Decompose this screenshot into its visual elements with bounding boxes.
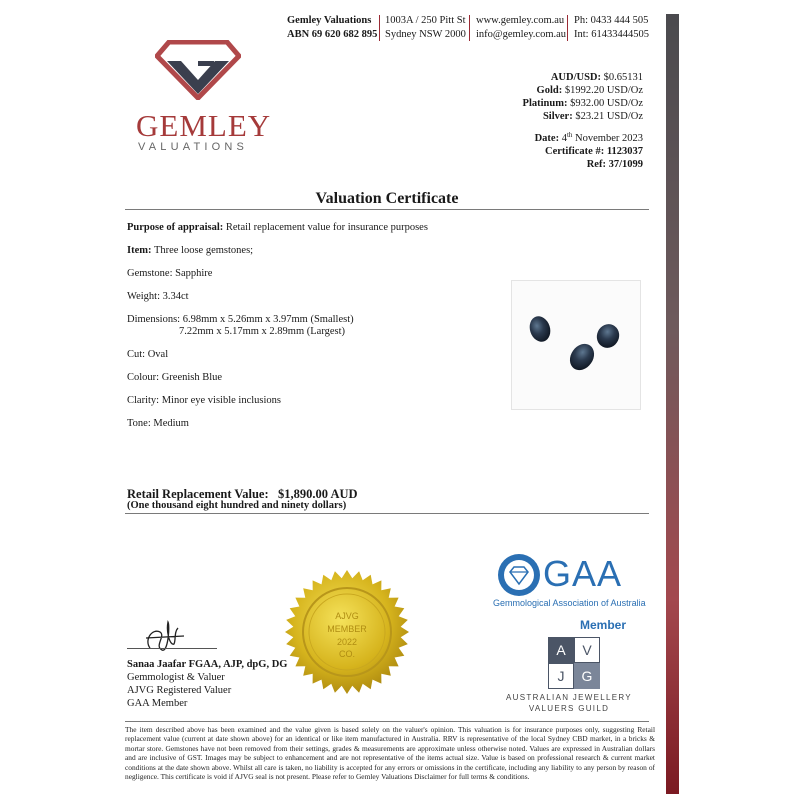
aud-usd-rate: AUD/USD: $0.65131 xyxy=(550,72,643,83)
retail-value: Retail Replacement Value: $1,890.00 AUD xyxy=(127,487,358,501)
dimensions-line-2: 7.22mm x 5.17mm x 2.89mm (Largest) xyxy=(179,326,346,337)
seal-text: CO. xyxy=(338,649,356,659)
sapphire-stone xyxy=(526,314,553,345)
sapphire-stone xyxy=(565,339,599,375)
value-divider xyxy=(125,513,649,514)
seal-text: 2022 xyxy=(336,637,358,647)
sapphire-stones-image xyxy=(512,281,640,409)
signature-line xyxy=(127,648,217,649)
signer-role: AJVG Registered Valuer xyxy=(127,685,232,696)
signer-name: Sanaa Jaafar FGAA, AJP, dpG, DG xyxy=(127,659,288,670)
gaa-full-name: Gemmological Association of Australia xyxy=(493,598,646,608)
intl-phone-number: Int: 61433444505 xyxy=(574,29,649,40)
metal-rates xyxy=(523,71,643,123)
header-phone-block xyxy=(574,14,649,42)
address-line-1: 1003A / 250 Pitt St xyxy=(385,15,466,26)
tone-line: Tone: Medium xyxy=(127,418,189,429)
seal-text: AJVG xyxy=(335,611,359,621)
ajvg-name: AUSTRALIAN JEWELLERY VALUERS GUILD xyxy=(506,693,632,713)
retail-value-words: (One thousand eight hundred and ninety dollars) xyxy=(127,500,347,511)
seal-text: MEMBER xyxy=(327,624,367,634)
signer-block xyxy=(127,658,287,710)
gemley-diamond-logo-icon xyxy=(155,40,241,100)
website-link[interactable]: www.gemley.com.au xyxy=(476,15,565,26)
gold-rate: Gold: $1992.20 USD/Oz xyxy=(536,85,643,96)
header-company-block xyxy=(287,14,377,42)
decorative-side-bar xyxy=(666,14,679,794)
purpose-line: Purpose of appraisal: Retail replacement value for insurance purposes xyxy=(127,222,428,233)
disclaimer-divider xyxy=(125,721,649,722)
colour-line: Colour: Greenish Blue xyxy=(127,372,223,383)
gaa-wordmark: GAA xyxy=(543,553,623,594)
dimensions-line-1: Dimensions: 6.98mm x 5.26mm x 3.97mm (Smallest) xyxy=(127,314,354,325)
weight-line: Weight: 3.34ct xyxy=(127,291,189,302)
company-abn: ABN 69 620 682 895 xyxy=(287,29,378,40)
ajvg-gold-seal-icon xyxy=(284,569,410,695)
disclaimer-text: The item described above has been examined and the value given is based solely on the valuer's opinion. This valuation is for insurance purposes only, suggesting Retail replacement value (current at date shown above) for an identical or like item manufactured in Australia. RRV is representative of the local Sydney CBD market, in a bricks & mortar store. Gemstones have not been removed from their settings, grades & measurements are approximate unless otherwise noted. Values are expressed in Australian dollars and are inclusive of GST. Images may be subject to enhancement and are not representative of the items actual size. Value is based on professional research & current market conditions at the date shown above. Whilst all care is taken, no liability is accepted for any errors or omissions in the certificate, including any liability to any person by reason of negligence. This certificate is void if AJVG seal is not present. Please refer to Gemley Valuations Disclaimer for full terms & conditions. xyxy=(125,725,655,782)
ajvg-letter: G xyxy=(574,663,600,689)
signature-image xyxy=(140,618,190,658)
page-title: Valuation Certificate xyxy=(315,190,459,207)
certificate-date: Date: 4th November 2023 xyxy=(534,131,643,144)
header-divider xyxy=(379,15,380,41)
silver-rate: Silver: $23.21 USD/Oz xyxy=(542,111,643,122)
logo-wordmark: GEMLEY xyxy=(136,108,272,143)
gaa-member-label: Member xyxy=(580,618,627,632)
clarity-line: Clarity: Minor eye visible inclusions xyxy=(127,395,281,406)
signer-role: Gemmologist & Valuer xyxy=(127,672,225,683)
ajvg-letter: J xyxy=(548,663,574,689)
address-line-2: Sydney NSW 2000 xyxy=(385,29,466,40)
header-address-block xyxy=(385,14,466,42)
ajvg-logo-grid xyxy=(548,637,600,689)
platinum-rate: Platinum: $932.00 USD/Oz xyxy=(522,98,643,109)
header-divider xyxy=(567,15,568,41)
company-name: Gemley Valuations xyxy=(287,15,372,26)
gaa-emblem-icon xyxy=(497,553,541,597)
sapphire-stone xyxy=(593,320,623,351)
logo-subtitle: VALUATIONS xyxy=(138,141,249,153)
gemstone-photo xyxy=(511,280,641,410)
certificate-ref: Ref: 37/1099 xyxy=(586,159,643,170)
item-line: Item: Three loose gemstones; xyxy=(127,245,254,256)
certificate-meta xyxy=(535,132,643,171)
header-web-block xyxy=(476,14,566,42)
cut-line: Cut: Oval xyxy=(127,349,169,360)
header-divider xyxy=(469,15,470,41)
certificate-number: Certificate #: 1123037 xyxy=(545,146,643,157)
ajvg-letter: A xyxy=(548,637,574,663)
ajvg-letter: V xyxy=(574,637,600,663)
gemstone-line: Gemstone: Sapphire xyxy=(127,268,213,279)
title-divider xyxy=(125,209,649,210)
email-link[interactable]: info@gemley.com.au xyxy=(476,29,567,40)
signer-role: GAA Member xyxy=(127,698,188,709)
phone-number: Ph: 0433 444 505 xyxy=(574,15,649,26)
